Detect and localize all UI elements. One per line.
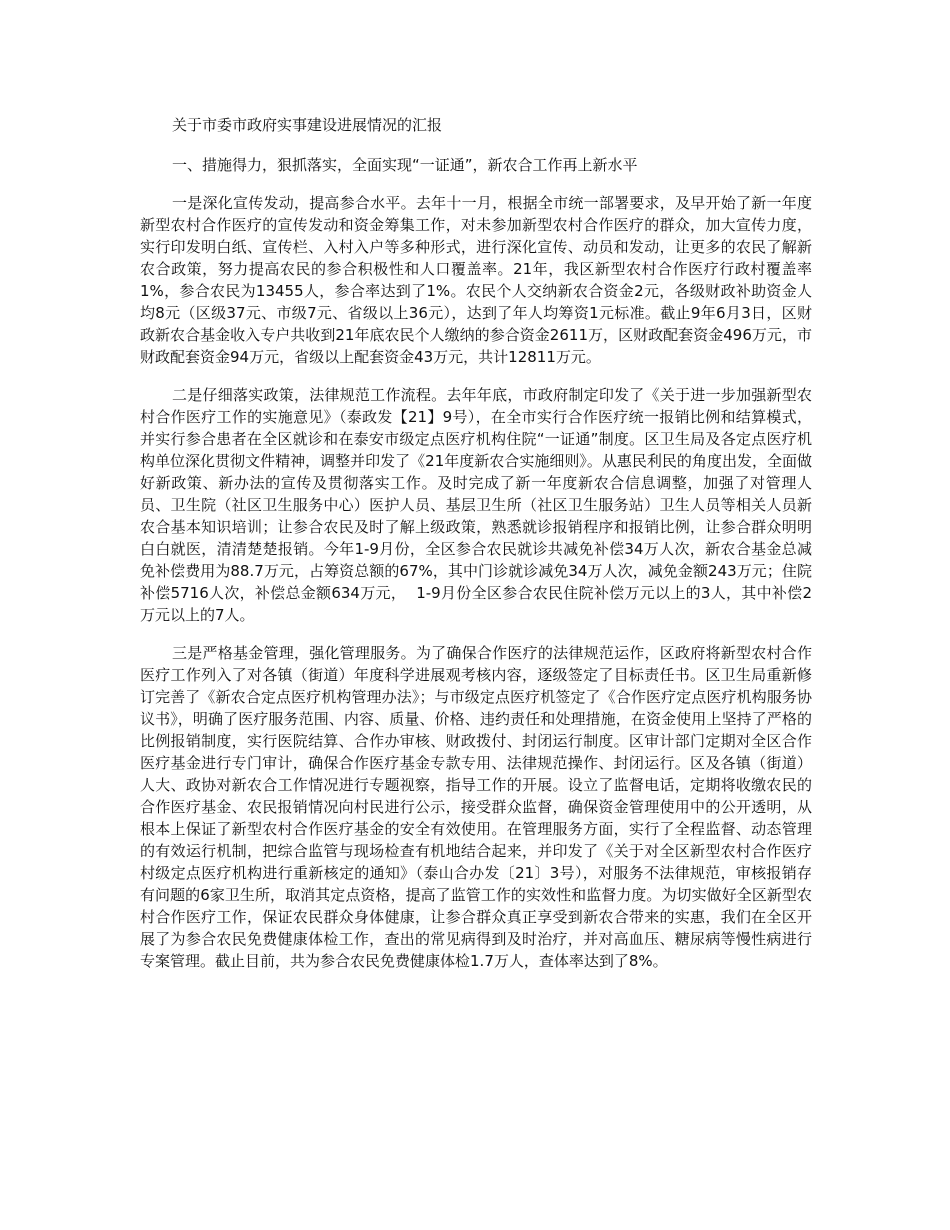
- paragraph-fund-management: 三是严格基金管理，强化管理服务。为了确保合作医疗的法律规范运作，区政府将新型农村合作医疗工作列入了对各镇（街道）年度科学进展观考核内容，逐级签定了目标责任书。区卫生局重新修订完善了《新农合定点医疗机构管理办法》；与市级定点医疗机签定了《合作医疗定点医疗机构服务协议书》，明确了医疗服务范围、内容、质量、价格、违约责任和处理措施，在资金使用上坚持了严格的比例报销制度，实行医院结算、合作办审核、财政拨付、封闭运行制度。区审计部门定期对全区合作医疗基金进行专门审计，确保合作医疗基金专款专用、法律规范操作、封闭运行。区及各镇（街道）人大、政协对新农合工作情况进行专题视察，指导工作的开展。设立了监督电话，定期将收缴农民的合作医疗基金、农民报销情况向村民进行公示，接受群众监督，确保资金管理使用中的公开透明，从根本上保证了新型农村合作医疗基金的安全有效使用。在管理服务方面，实行了全程监督、动态管理的有效运行机制，把综合监管与现场检查有机地结合起来，并印发了《关于对全区新型农村合作医疗村级定点医疗机构进行重新核定的通知》（泰山合办发〔21〕3号），对服务不法律规范，审核报销存有问题的6家卫生所，取消其定点资格，提高了监管工作的实效性和监督力度。为切实做好全区新型农村合作医疗工作，保证农民群众身体健康，让参合群众真正享受到新农合带来的实惠，我们在全区开展了为参合农民免费健康体检工作，查出的常见病得到及时治疗，并对高血压、糖尿病等慢性病进行专案管理。截止目前，共为参合农民免费健康体检1.7万人，查体率达到了8%。: [140, 644, 812, 970]
- document-title: 关于市委市政府实事建设进展情况的汇报: [172, 116, 443, 134]
- paragraph-publicity: 一是深化宣传发动，提高参合水平。去年十一月，根据全市统一部署要求，及早开始了新一年度新型农村合作医疗的宣传发动和资金筹集工作，对未参加新型农村合作医疗的群众，加大宣传力度，实行印发明白纸、宣传栏、入村入户等多种形式，进行深化宣传、动员和发动，让更多的农民了解新农合政策，努力提高农民的参合积极性和人口覆盖率。21年，我区新型农村合作医疗行政村覆盖率1%，参合农民为13455人，参合率达到了1%。农民个人交纳新农合资金2元，各级财政补助资金人均8元（区级37元、市级7元、省级以上36元），达到了年人均筹资1元标准。截止9年6月3日，区财政新农合基金收入专户共收到21年底农民个人缴纳的参合资金2611万，区财政配套资金496万元，市财政配套资金94万元，省级以上配套资金43万元，共计12811万元。: [140, 194, 812, 366]
- section-heading: 一、措施得力，狠抓落实，全面实现“一证通”，新农合工作再上新水平: [172, 156, 638, 174]
- paragraph-policy: 二是仔细落实政策，法律规范工作流程。去年年底，市政府制定印发了《关于进一步加强新型农村合作医疗工作的实施意见》（泰政发【21】9号），在全市实行合作医疗统一报销比例和结算模式，并实行参合患者在全区就诊和在泰安市级定点医疗机构住院“一证通”制度。区卫生局及各定点医疗机构单位深化贯彻文件精神，调整并印发了《21年度新农合实施细则》。从惠民利民的角度出发，全面做好新政策、新办法的宣传及贯彻落实工作。及时完成了新一年度新农合信息调整，加强了对管理人员、卫生院（社区卫生服务中心）医护人员、基层卫生所（社区卫生服务站）卫生人员等相关人员新农合基本知识培训；让参合农民及时了解上级政策，熟悉就诊报销程序和报销比例，让参合群众明明白白就医，清清楚楚报销。今年1-9月份，全区参合农民就诊共减免补偿34万人次，新农合基金总减免补偿费用为88.7万元，占筹资总额的67%，其中门诊就诊减免34万人次，减免金额243万元；住院补偿5716人次，补偿总金额634万元， 1-9月份全区参合农民住院补偿万元以上的3人，其中补偿2万元以上的7人。: [140, 386, 812, 624]
- document-page: [140, 112, 812, 988]
